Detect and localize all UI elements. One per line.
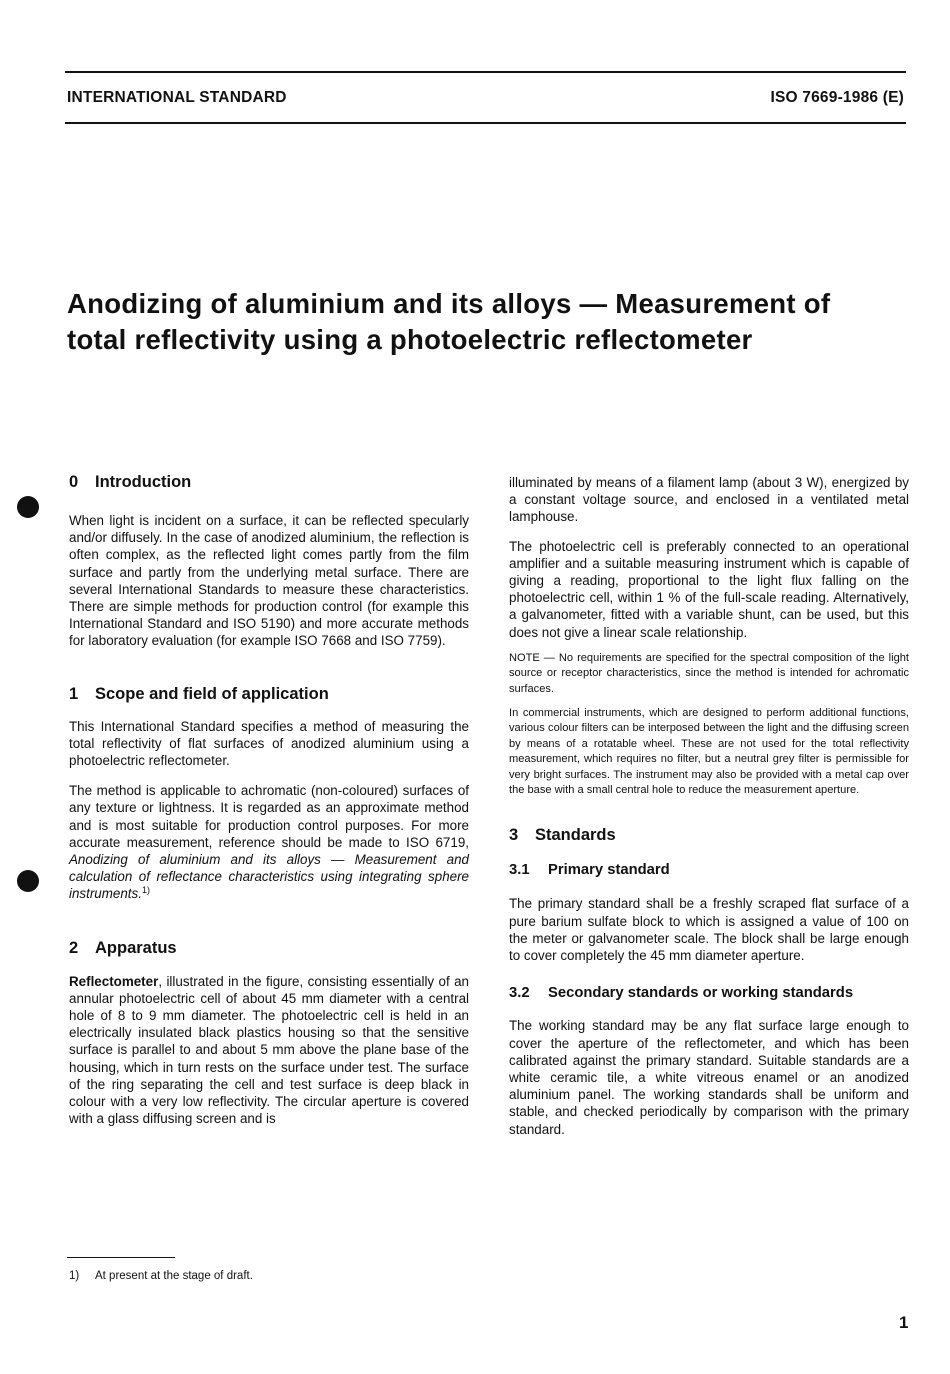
section-1-heading: [69, 684, 469, 704]
apparatus-paragraph-1-text: , illustrated in the figure, consisting essentially of an annular photoelectric cell of about 45 mm diameter with a central hole of 8 to 9 mm diameter. The photoelectric cell is held in an electrically insulated black plastics housing so that the sensitive surface is parallel to and about 5 mm above the plane base of the housing, which in turn rests on the surface under test. The surface of the ring separating the cell and test surface is deep black in colour with a very low reflectivity. The circular aperture is covered with a glass diffusing screen and is: [69, 973, 469, 1127]
reflectometer-term: Reflectometer: [69, 973, 159, 989]
header-bottom-rule: [65, 122, 906, 124]
left-column: [69, 472, 469, 1127]
primary-standard-paragraph: The primary standard shall be a freshly scraped flat surface of a pure barium sulfate block to which is assigned a value of 100 on the meter or galvanometer scale. The block shall be large enough to cover completely the 45 mm diameter aperture.: [509, 896, 909, 964]
title-line-2: total reflectivity using a photoelectric reflectometer: [67, 324, 753, 355]
right-column: [509, 474, 909, 1138]
apparatus-paragraph-3: The photoelectric cell is preferably connected to an operational amplifier and a suitable measuring instrument which is capable of giving a reading, proportional to the light flux falling on the photoelectric cell, within 1 % of the full-scale reading. Alternatively, a galvanometer, fitted with a variable shunt, can be used, but this does not give a linear scale relationship.: [509, 538, 909, 640]
header-top-rule: [65, 71, 906, 73]
header-document-number: ISO 7669-1986 (E): [770, 89, 904, 106]
apparatus-note: NOTE — No requirements are specified for the spectral composition of the light source or receptor characteristics, since the method is intended for achromatic surfaces.: [509, 651, 909, 695]
footnote-rule: [67, 1257, 175, 1258]
intro-paragraph: When light is incident on a surface, it can be reflected specularly and/or diffusely. In the case of anodized aluminium, the reflection is often complex, as the reflected light comes partly from the film surface and partly from the underlying metal surface. There are several International Standards to measure these characteristics. There are simple methods for production control (for example this International Standard and ISO 5190) and more accurate methods for laboratory evaluation (for example ISO 7668 and ISO 7759).: [69, 513, 469, 649]
section-2-number: 2: [69, 938, 79, 957]
section-1-number: 1: [69, 684, 79, 703]
scope-paragraph-2-text: The method is applicable to achromatic (non-coloured) surfaces of any texture or lightness. It is regarded as an approximate method and is most suitable for production control purposes. For more accurate measurement, reference should be made to ISO 6719,: [69, 783, 469, 850]
section-3-2-number: 3.2: [509, 985, 530, 1002]
margin-change-marker-1: [17, 496, 39, 518]
section-2-title: Apparatus: [95, 938, 177, 957]
footnote-text: At present at the stage of draft.: [95, 1270, 253, 1282]
section-1-title: Scope and field of application: [95, 684, 329, 703]
apparatus-commercial-instruments: In commercial instruments, which are designed to perform additional functions, various colour filters can be interposed between the light and the diffusing screen by means of a rotatable wheel. These are not used for the total reflectivity measurement, which requires no filter, but a neutral grey filter is permissible for very bright surfaces. The instrument may also be provided with a metal cap over the base with a small central hole to reduce the measurement aperture.: [509, 707, 909, 797]
footnote-mark: 1): [69, 1270, 80, 1282]
section-0-heading: [69, 472, 469, 492]
section-3-1-title: Primary standard: [548, 862, 670, 879]
document-title: [67, 286, 927, 358]
section-3-number: 3: [509, 826, 519, 845]
footnote-reference: 1): [141, 885, 150, 896]
header-standard-label: INTERNATIONAL STANDARD: [67, 89, 287, 106]
working-standard-paragraph: The working standard may be any flat surface large enough to cover the aperture of the reflectometer, and which has been calibrated against the primary standard. Suitable standards are a white ceramic tile, a white vitreous enamel or an anodized aluminium panel. The working standards shall be uniform and stable, and checked periodically by comparison with the primary standard.: [509, 1018, 909, 1137]
apparatus-paragraph-2: illuminated by means of a filament lamp (about 3 W), energized by a constant voltage source, and enclosed in a ventilated metal lamphouse.: [509, 475, 909, 525]
page-number: 1: [899, 1313, 909, 1332]
section-3-1-heading: [509, 861, 909, 879]
scope-paragraph-2: [69, 782, 469, 902]
section-3-2-title: Secondary standards or working standards: [548, 985, 854, 1002]
section-3-title: Standards: [535, 826, 616, 845]
margin-change-marker-2: [17, 870, 39, 892]
section-2-heading: [69, 938, 469, 958]
section-3-1-number: 3.1: [509, 862, 530, 879]
section-3-2-heading: [509, 984, 909, 1002]
scope-referenced-title: Anodizing of aluminium and its alloys — Measurement and calculation of reflectance characteristics using integrating sphere instruments.: [69, 852, 469, 902]
section-3-heading: [509, 825, 909, 845]
section-0-title: Introduction: [95, 473, 192, 491]
footnote: [69, 1270, 253, 1282]
apparatus-paragraph-1: [69, 973, 469, 1128]
title-line-1: Anodizing of aluminium and its alloys — Measurement of: [67, 288, 831, 319]
scope-paragraph-1: This International Standard specifies a method of measuring the total reflectivity of flat surfaces of anodized aluminium using a photoelectric reflectometer.: [69, 718, 469, 769]
section-0-number: 0: [69, 473, 79, 491]
